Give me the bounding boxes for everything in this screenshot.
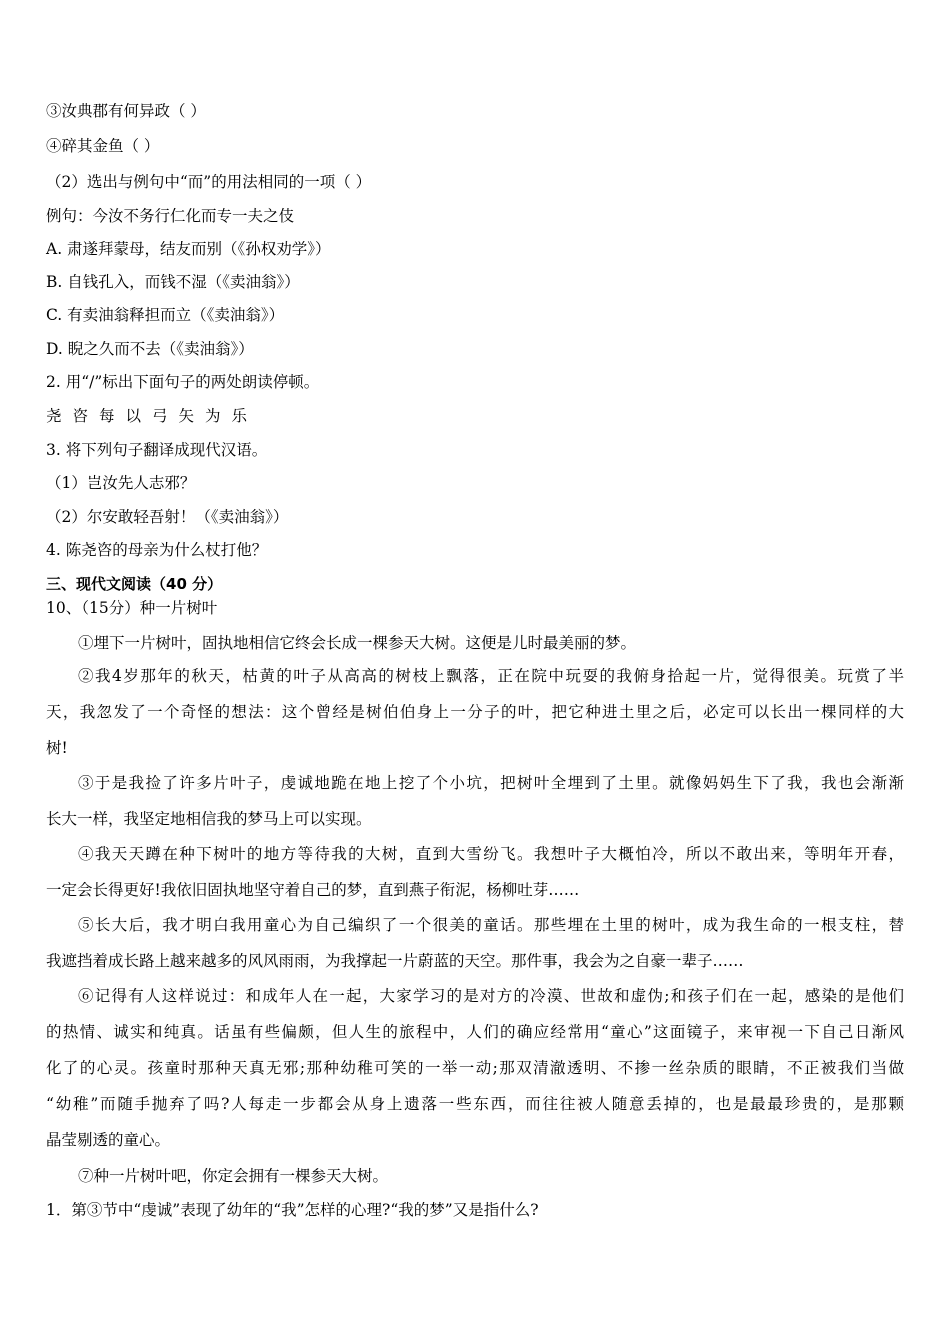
option-c: C. 有卖油翁释担而立（《卖油翁》）: [46, 306, 285, 324]
paragraph-3-line-1: ③于是我捡了许多片叶子，虔诚地跪在地上挖了个小坑，把树叶全埋到了土里。就像妈妈生下了我，我也会渐渐: [78, 774, 904, 792]
task-4: 4. 陈尧咨的母亲为什么杖打他？: [46, 541, 268, 559]
translate-item-2: （2）尔安敢轻吾射！（《卖油翁》）: [46, 508, 289, 526]
paragraph-5-line-2: 我遮挡着成长路上越来越多的风风雨雨，为我撑起一片蔚蓝的天空。那件事，我会为之自豪一辈子……: [46, 952, 744, 970]
paragraph-6-line-3: 化了的心灵。孩童时那种天真无邪;那种幼稚可笑的一举一动;那双清澈透明、不掺一丝杂质的眼睛，不正被我们当做: [46, 1059, 904, 1077]
example-sentence: 例句：今汝不务行仁化而专一夫之伎: [46, 207, 295, 225]
option-a: A. 肃遂拜蒙母，结友而别（《孙权劝学》）: [46, 240, 331, 258]
task-3: 3. 将下列句子翻译成现代汉语。: [46, 441, 268, 459]
item-3-line: ③汝典郡有何异政（ ）: [46, 102, 206, 120]
option-b: B. 自钱孔入，而钱不湿（《卖油翁》）: [46, 273, 300, 291]
paragraph-2-line-1: ②我4岁那年的秋天，枯黄的叶子从高高的树枝上飘落，正在院中玩耍的我俯身拾起一片，觉得很美。玩赏了半: [78, 667, 904, 685]
paragraph-6-line-2: 的热情、诚实和纯真。话虽有些偏颇，但人生的旅程中，人们的确应经常用“童心”这面镜子，来审视一下自己日渐风: [46, 1023, 904, 1041]
passage-title: 10、（15分）种一片树叶: [46, 599, 218, 617]
section-heading: 三、现代文阅读（40 分）: [46, 575, 223, 593]
paragraph-7: ⑦种一片树叶吧，你定会拥有一棵参天大树。: [78, 1167, 389, 1185]
sub-question-2: （2）选出与例句中“而”的用法相同的一项（ ）: [46, 173, 372, 191]
paragraph-1: ①埋下一片树叶，固执地相信它终会长成一棵参天大树。这便是儿时最美丽的梦。: [78, 634, 637, 652]
comprehension-question-1: 1．第③节中“虔诚”表现了幼年的“我”怎样的心理?“我的梦”又是指什么?: [46, 1201, 539, 1219]
paragraph-4-line-2: 一定会长得更好!我依旧固执地坚守着自己的梦，直到燕子衔泥，杨柳吐芽……: [46, 881, 580, 899]
paragraph-5-line-1: ⑤长大后，我才明白我用童心为自己编织了一个很美的童话。那些埋在土里的树叶，成为我生命的一根支柱，替: [78, 916, 904, 934]
paragraph-6-line-1: ⑥记得有人这样说过：和成年人在一起，大家学习的是对方的冷漠、世故和虚伪;和孩子们在一起，感染的是他们: [78, 987, 904, 1005]
item-4-line: ④碎其金鱼（ ）: [46, 137, 160, 155]
translate-item-1: （1）岂汝先人志邪？: [46, 474, 196, 492]
paragraph-3-line-2: 长大一样，我坚定地相信我的梦马上可以实现。: [46, 810, 372, 828]
pause-sentence: 尧咨每以弓矢为乐: [46, 407, 259, 425]
paragraph-2-line-3: 树!: [46, 739, 68, 757]
task-2: 2. 用“/”标出下面句子的两处朗读停顿。: [46, 373, 320, 391]
option-d: D. 睨之久而不去（《卖油翁》）: [46, 340, 254, 358]
paragraph-2-line-2: 天，我忽发了一个奇怪的想法：这个曾经是树伯伯身上一分子的叶，把它种进土里之后，必定可以长出一棵同样的大: [46, 703, 904, 721]
paragraph-4-line-1: ④我天天蹲在种下树叶的地方等待我的大树，直到大雪纷飞。我想叶子大概怕冷，所以不敢出来，等明年开春，: [78, 845, 904, 863]
paragraph-6-line-4: “幼稚”而随手抛弃了吗?人每走一步都会从身上遗落一些东西，而往往被人随意丢掉的，也是最最珍贵的，是那颗: [46, 1095, 904, 1113]
paragraph-6-line-5: 晶莹剔透的童心。: [46, 1131, 171, 1149]
